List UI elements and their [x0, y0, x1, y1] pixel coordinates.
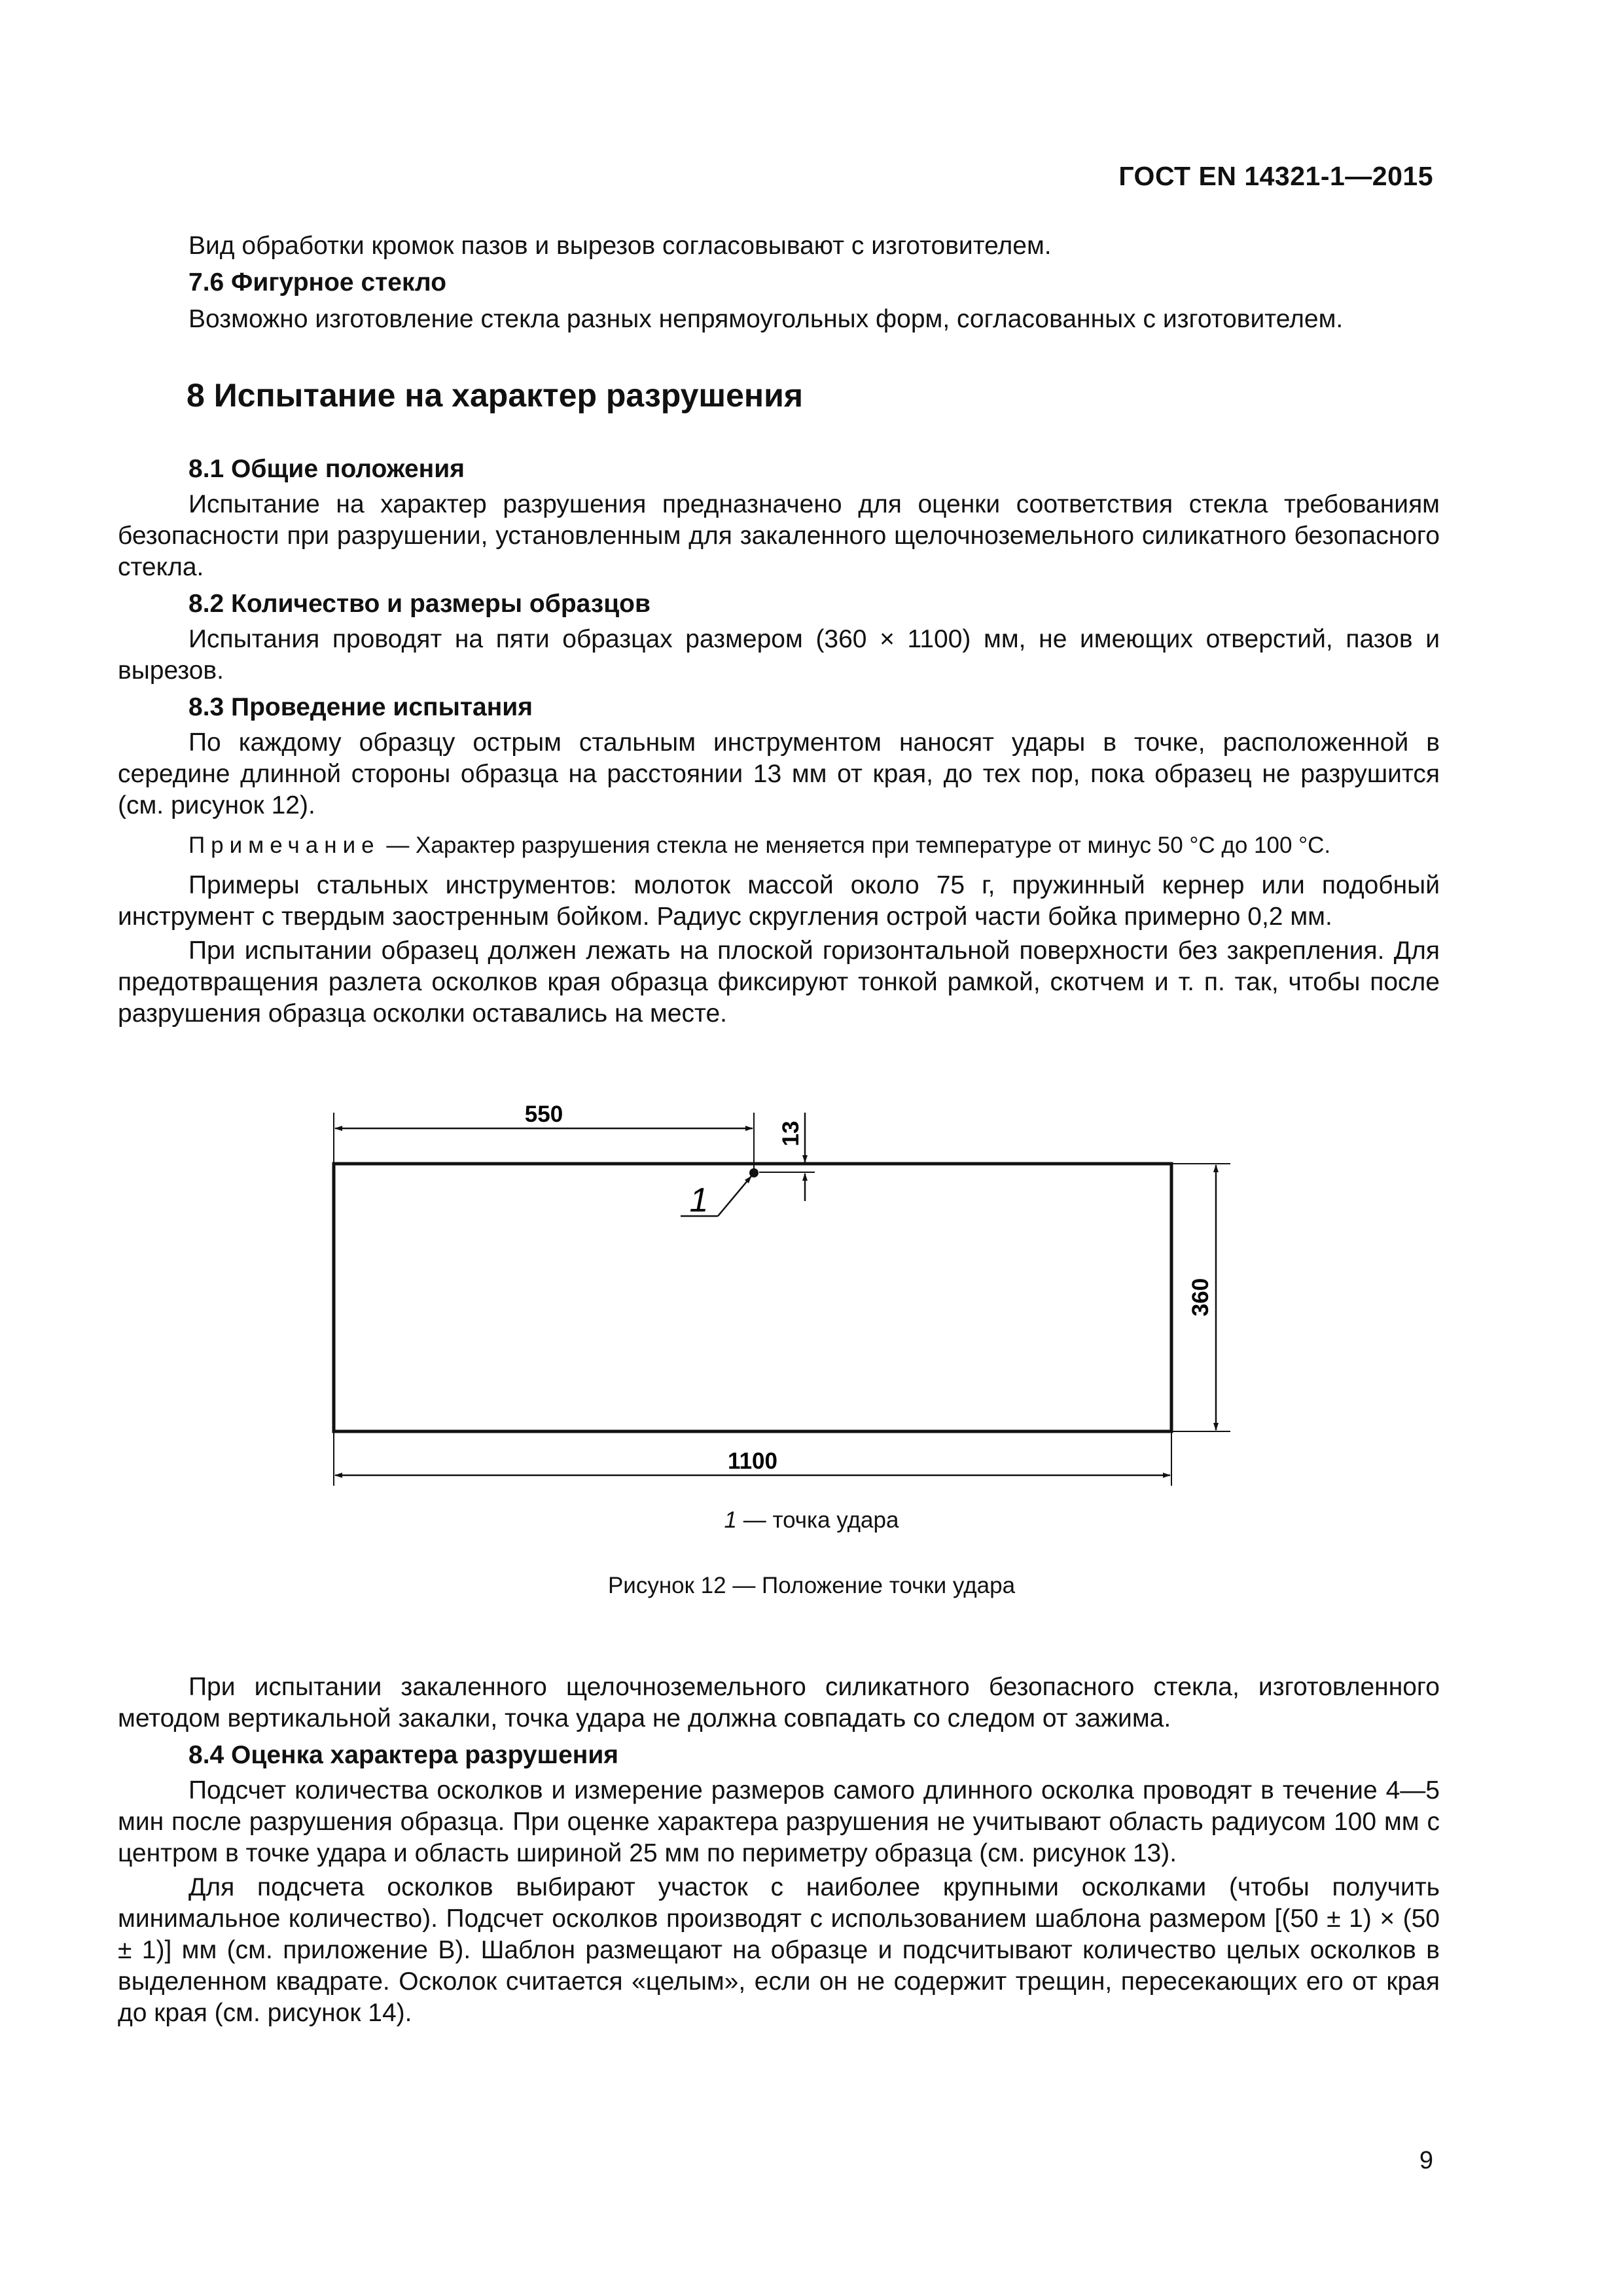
- paragraph-8-3: По каждому образцу острым стальным инструментом наносят удары в точке, расположенной в середине длинной стороны образца на расстоянии 13 мм от края, до тех пор, пока образец не разрушится (см. рисунок 12).: [118, 728, 1440, 819]
- paragraph-8-4-template: Для подсчета осколков выбирают участок с наиболее крупными осколками (чтобы получить минимальное количество). Подсчет осколков производят с использованием шаблона размером [(50 ± 1) × (50 ± 1)] мм (см. приложение В). Шаблон размещают на образце и подсчитывают количество целых осколков в выделенном квадрате. Осколок считается «целым», если он не содержит трещин, пересекающих его от края до края (см. рисунок 14).: [118, 1873, 1440, 2027]
- figure-legend: [0, 1507, 1623, 1534]
- dimension-label-1100: 1100: [728, 1448, 777, 1474]
- heading-8-3: 8.3 Проведение испытания: [188, 693, 533, 721]
- heading-section-8: 8 Испытание на характер разрушения: [187, 377, 803, 414]
- dimension-label-13: 13: [778, 1121, 804, 1147]
- heading-8-1: 8.1 Общие положения: [188, 455, 465, 483]
- dimension-label-360: 360: [1188, 1278, 1213, 1317]
- figure-caption: Рисунок 12 — Положение точки удара: [607, 1573, 1016, 1598]
- dimension-label-550: 550: [524, 1102, 563, 1127]
- paragraph-edge-processing: Вид обработки кромок пазов и вырезов согласовывают с изготовителем.: [188, 232, 1052, 260]
- legend-number: 1: [724, 1507, 737, 1533]
- section-8-continued-block: [118, 1672, 1440, 2029]
- legend-text: — точка удара: [737, 1507, 899, 1533]
- note-label: Примечание: [188, 833, 380, 858]
- heading-7-6: 7.6 Фигурное стекло: [188, 268, 447, 296]
- paragraph-8-4-counting: Подсчет количества осколков и измерение размеров самого длинного осколка проводят в течение 4—5 мин после разрушения образца. При оценке характера разрушения не учитывают область радиусом 100 мм с центром в точке удара и область шириной 25 мм по периметру образца (см. рисунок 13).: [118, 1776, 1440, 1867]
- paragraph-8-3-tools: Примеры стальных инструментов: молоток массой около 75 г, пружинный кернер или подобный инструмент с твердым заостренным бойком. Радиус скругления острой части бойка примерно 0,2 мм.: [118, 871, 1440, 931]
- impact-marker-label: 1: [689, 1181, 709, 1219]
- heading-8-2: 8.2 Количество и размеры образцов: [188, 590, 651, 618]
- document-header-code: ГОСТ EN 14321-1—2015: [1118, 161, 1433, 191]
- paragraph-vertical-tempering: При испытании закаленного щелочноземельного силикатного безопасного стекла, изготовленного методом вертикальной закалки, точка удара не должна совпадать со следом от зажима.: [118, 1673, 1440, 1732]
- paragraph-8-3-placement: При испытании образец должен лежать на плоской горизонтальной поверхности без закрепления. Для предотвращения разлета осколков края образца фиксируют тонкой рамкой, скотчем и т. п. так, чтобы после разрушения образца осколки оставались на месте.: [118, 937, 1440, 1028]
- paragraph-8-1: Испытание на характер разрушения предназначено для оценки соответствия стекла требованиям безопасности при разрушении, установленным для закаленного щелочноземельного силикатного безопасного стекла.: [118, 490, 1440, 581]
- heading-8-4: 8.4 Оценка характера разрушения: [188, 1741, 619, 1769]
- paragraph-8-2: Испытания проводят на пяти образцах размером (360 × 1100) мм, не имеющих отверстий, пазов и вырезов.: [118, 625, 1440, 685]
- paragraph-7-6: Возможно изготовление стекла разных непрямоугольных форм, согласованных с изготовителем.: [188, 305, 1344, 333]
- specimen-rectangle: [334, 1164, 1171, 1431]
- impact-leader-line: [718, 1176, 751, 1216]
- note-text: — Характер разрушения стекла не меняется при температуре от минус 50 °С до 100 °С.: [380, 833, 1331, 858]
- page-number: 9: [1419, 2147, 1433, 2174]
